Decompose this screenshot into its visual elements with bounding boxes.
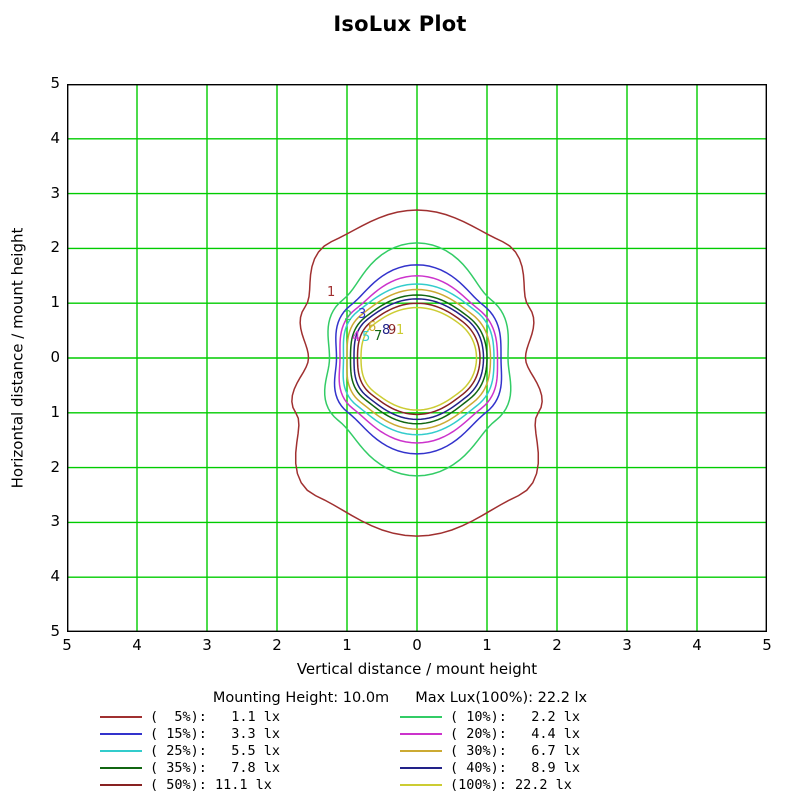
legend-color-swatch xyxy=(400,767,442,769)
x-tick-label: 5 xyxy=(762,636,772,654)
legend-item xyxy=(100,777,400,793)
legend-color-swatch xyxy=(400,733,442,735)
y-tick-label: 1 xyxy=(50,402,60,421)
legend-item xyxy=(400,760,700,776)
x-axis-label: Vertical distance / mount height xyxy=(296,660,538,678)
y-tick-label: 2 xyxy=(50,238,60,257)
legend-color-swatch xyxy=(100,767,142,769)
x-tick-label: 4 xyxy=(692,636,702,654)
contour-line xyxy=(354,299,484,420)
x-tick-label: 0 xyxy=(412,636,422,654)
legend-item-label: ( 10%): 2.2 lx xyxy=(450,709,581,725)
y-tick-label: 4 xyxy=(50,128,60,147)
legend-item xyxy=(100,743,400,759)
grid-lines xyxy=(67,84,767,632)
contour-line xyxy=(339,276,497,443)
contour-label: 5 xyxy=(362,330,371,345)
legend-item-label: ( 15%): 3.3 lx xyxy=(150,726,281,742)
y-tick-label: 3 xyxy=(50,512,60,531)
plot-area xyxy=(67,84,767,632)
legend-color-swatch xyxy=(100,750,142,752)
contour-label: 6 xyxy=(368,320,377,335)
legend-color-swatch xyxy=(100,733,142,735)
legend-color-swatch xyxy=(400,784,442,786)
contour-label: 4 xyxy=(352,330,361,345)
legend-item-label: ( 5%): 1.1 lx xyxy=(150,709,281,725)
legend-color-swatch xyxy=(100,784,142,786)
legend-header xyxy=(0,690,800,706)
legend-color-swatch xyxy=(100,716,142,718)
y-axis-label-text: Horizontal distance / mount height xyxy=(8,227,26,489)
legend-item-label: ( 30%): 6.7 lx xyxy=(450,743,581,759)
contour-label: 1 xyxy=(396,323,405,338)
y-tick-label: 5 xyxy=(50,622,60,640)
y-tick-label: 0 xyxy=(50,348,60,366)
y-tick-label: 5 xyxy=(50,74,60,92)
contour-label: 2 xyxy=(344,309,353,324)
x-tick-label: 5 xyxy=(62,636,72,654)
x-tick-label: 1 xyxy=(342,636,352,654)
legend-item xyxy=(100,726,400,742)
y-tick-label: 3 xyxy=(50,183,60,202)
contour-line xyxy=(347,290,491,430)
x-tick-label: 2 xyxy=(272,636,282,654)
legend xyxy=(0,690,800,793)
contour-line xyxy=(361,308,477,410)
legend-item xyxy=(400,777,700,793)
legend-item-label: ( 35%): 7.8 lx xyxy=(150,760,281,776)
legend-item xyxy=(400,743,700,759)
max-lux-label: Max Lux(100%): 22.2 lx xyxy=(415,690,588,706)
legend-item xyxy=(100,709,400,725)
legend-grid xyxy=(100,709,700,793)
y-tick-label: 1 xyxy=(50,293,60,312)
legend-item-label: ( 50%): 11.1 lx xyxy=(150,777,272,793)
page-title: IsoLux Plot xyxy=(333,12,467,36)
legend-color-swatch xyxy=(400,716,442,718)
legend-item xyxy=(100,760,400,776)
x-tick-label: 3 xyxy=(202,636,212,654)
y-axis-label xyxy=(6,84,28,632)
x-tick-label: 1 xyxy=(482,636,492,654)
legend-item-label: (100%): 22.2 lx xyxy=(450,777,572,793)
contour-line xyxy=(351,295,488,424)
y-tick-label: 4 xyxy=(50,567,60,586)
x-tick-label: 4 xyxy=(132,636,142,654)
legend-item xyxy=(400,709,700,725)
legend-item-label: ( 20%): 4.4 lx xyxy=(450,726,581,742)
contour-label: 7 xyxy=(374,329,383,344)
contour-label: 9 xyxy=(388,323,397,338)
legend-item-label: ( 25%): 5.5 lx xyxy=(150,743,281,759)
x-tick-label: 3 xyxy=(622,636,632,654)
legend-item-label: ( 40%): 8.9 lx xyxy=(450,760,581,776)
legend-color-swatch xyxy=(400,750,442,752)
contour-label: 8 xyxy=(382,323,391,338)
legend-item xyxy=(400,726,700,742)
contour-label: 3 xyxy=(358,307,367,322)
mounting-height-label: Mounting Height: 10.0m xyxy=(212,690,390,706)
y-tick-label: 2 xyxy=(50,457,60,476)
contour-label: 1 xyxy=(327,285,336,300)
plot-svg xyxy=(67,84,767,632)
x-tick-label: 2 xyxy=(552,636,562,654)
